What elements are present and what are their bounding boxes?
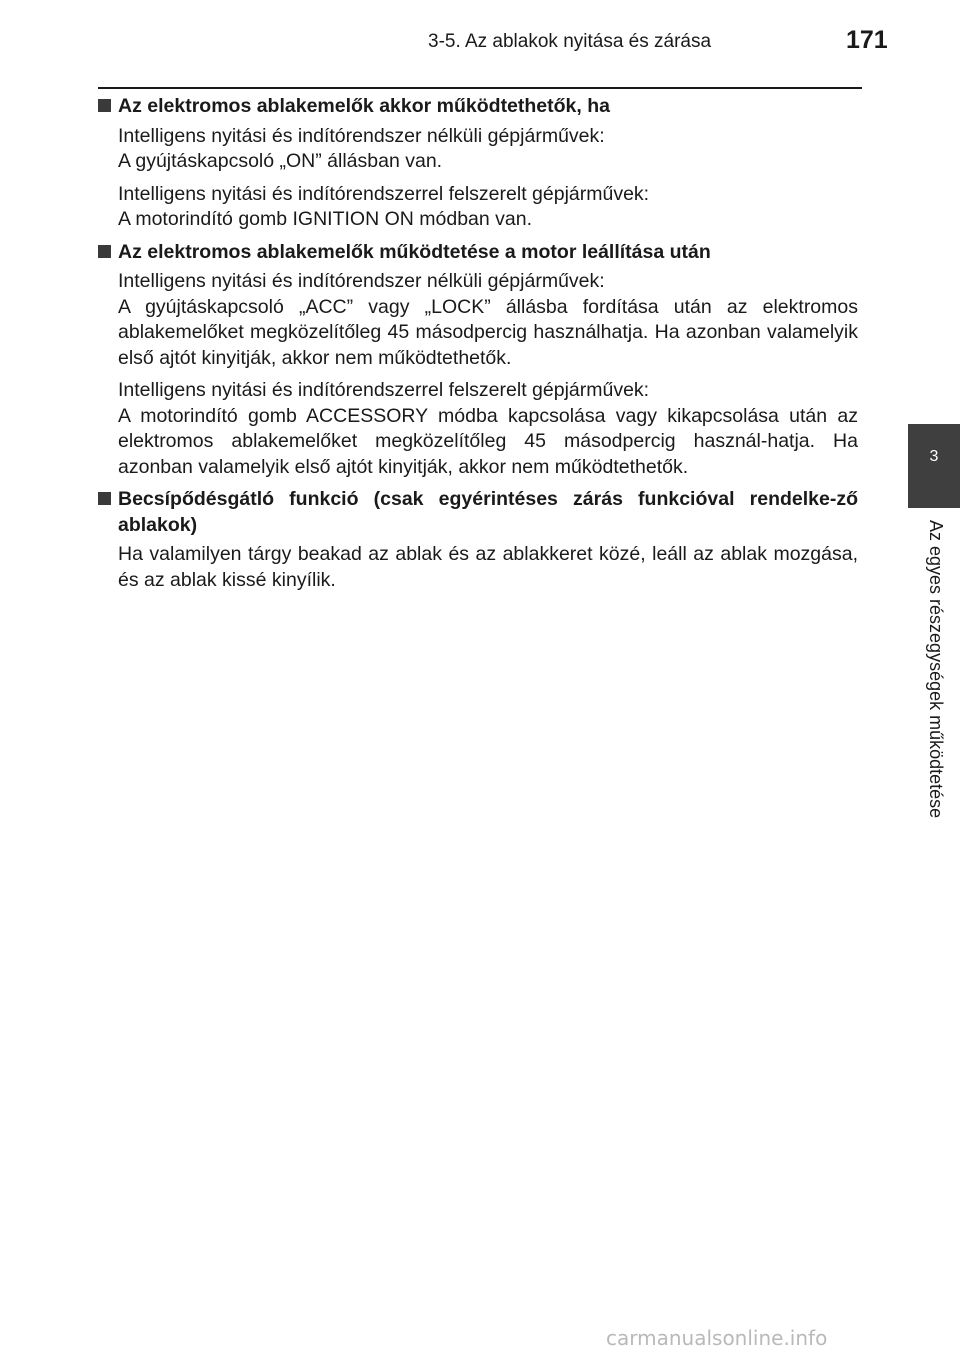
paragraph <box>98 182 858 233</box>
section-heading: Becsípődésgátló funkció (csak egyérintéses zárás funkcióval rendelke-ző ablakok) <box>98 487 858 538</box>
section-window-operation-conditions <box>98 94 858 233</box>
page-number: 171 <box>846 26 888 54</box>
paragraph-line: Intelligens nyitási és indítórendszer nélküli gépjárművek: <box>118 124 605 147</box>
section-heading: Az elektromos ablakemelők működtetése a motor leállítása után <box>98 240 858 266</box>
chapter-label: Az egyes részegységek működtetése <box>926 520 946 819</box>
paragraph-line: A motorindító gomb IGNITION ON módban van. <box>118 208 533 230</box>
square-bullet-icon <box>98 245 111 258</box>
paragraph <box>98 269 858 371</box>
chapter-tab <box>908 424 960 508</box>
watermark: carmanualsonline.info <box>606 1326 828 1350</box>
square-bullet-icon <box>98 492 111 505</box>
paragraph-line: A motorindító gomb ACCESSORY módba kapcsolása vagy kikapcsolása után az elektromos ablakemelőket megközelítőleg 45 másodpercig használ-hatja. Ha azonban valamelyik első ajtót kinyitják, akkor nem működtethetők. <box>118 404 858 478</box>
section-heading: Az elektromos ablakemelők akkor működtethetők, ha <box>98 94 858 120</box>
section-jam-protection <box>98 487 858 593</box>
square-bullet-icon <box>98 99 111 112</box>
header-divider <box>98 87 862 89</box>
paragraph <box>98 124 858 175</box>
paragraph-line: Intelligens nyitási és indítórendszerrel felszerelt gépjárművek: <box>118 379 650 401</box>
paragraph-line: Intelligens nyitási és indítórendszerrel felszerelt gépjárművek: <box>118 182 650 205</box>
paragraph-line: Ha valamilyen tárgy beakad az ablak és az ablakkeret közé, leáll az ablak mozgása, és az ablak kissé kinyílik. <box>118 543 858 591</box>
paragraph-line: Intelligens nyitási és indítórendszer nélküli gépjárművek: <box>118 270 605 292</box>
chapter-number: 3 <box>929 448 939 465</box>
section-title: 3-5. Az ablakok nyitása és zárása <box>428 31 712 52</box>
paragraph <box>98 378 858 480</box>
page-content <box>98 94 858 600</box>
paragraph-line: A gyújtáskapcsoló „ON” állásban van. <box>118 150 443 172</box>
paragraph-line: A gyújtáskapcsoló „ACC” vagy „LOCK” állásba fordítása után az elektromos ablakemelőket megközelítőleg 45 másodpercig használhatja. Ha azonban valamelyik első ajtót kinyitják, akkor nem működtethetők. <box>118 295 858 369</box>
section-after-engine-stop <box>98 240 858 481</box>
paragraph <box>98 542 858 593</box>
